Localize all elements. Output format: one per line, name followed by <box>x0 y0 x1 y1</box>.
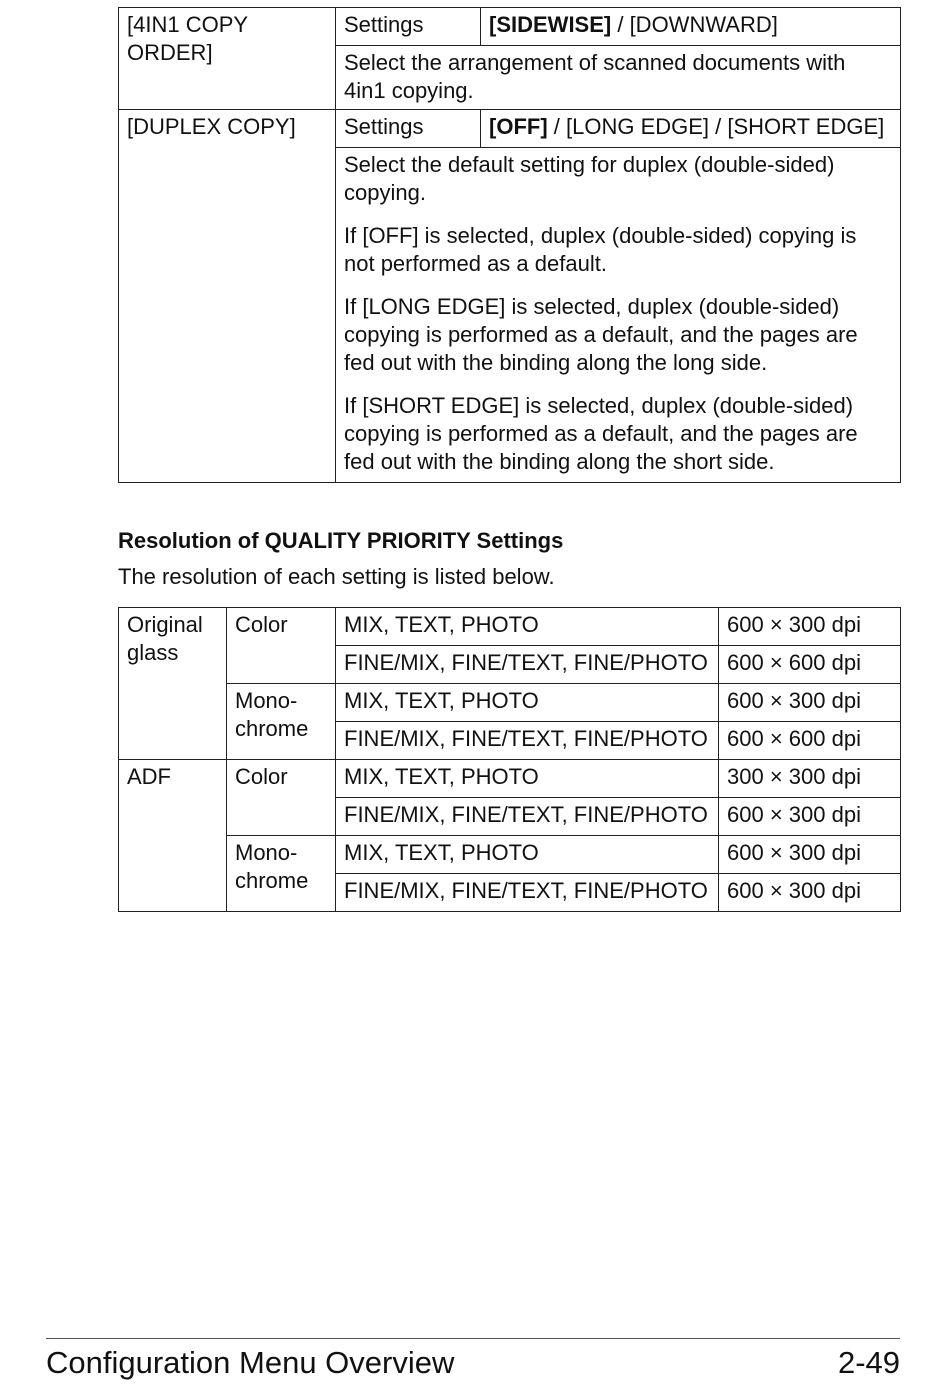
mode-label: Color <box>235 612 288 637</box>
settings-label: Settings <box>344 12 424 37</box>
default-option: [SIDEWISE] <box>489 12 612 37</box>
table-row <box>119 8 901 46</box>
settings-options-cell <box>481 110 901 148</box>
source-cell <box>119 760 227 912</box>
table-row <box>119 608 901 646</box>
other-options: / [LONG EDGE] / [SHORT EDGE] <box>547 114 885 139</box>
source-cell <box>119 608 227 760</box>
source-label: Original glass <box>127 612 203 665</box>
value-cell <box>719 646 901 684</box>
resolution-value: 600 × 300 dpi <box>727 878 861 903</box>
description-cell <box>336 148 901 483</box>
table-row <box>119 684 901 722</box>
resolution-value: 300 × 300 dpi <box>727 764 861 789</box>
settings-table <box>118 7 901 483</box>
value-cell <box>719 722 901 760</box>
mode-label: Mono-chrome <box>235 840 309 893</box>
settings-label-cell <box>336 110 481 148</box>
description-cell <box>336 46 901 110</box>
description-paragraph: Select the default setting for duplex (double-sided) copying. <box>344 152 835 205</box>
setting-name: MIX, TEXT, PHOTO <box>344 764 539 789</box>
table-row <box>119 836 901 874</box>
value-cell <box>719 608 901 646</box>
other-options: / [DOWNWARD] <box>611 12 778 37</box>
setting-name: MIX, TEXT, PHOTO <box>344 840 539 865</box>
setting-cell <box>336 608 719 646</box>
setting-cell <box>336 874 719 912</box>
section-intro: The resolution of each setting is listed below. <box>118 564 555 589</box>
settings-options <box>481 8 900 43</box>
setting-cell <box>336 760 719 798</box>
footer-title: Configuration Menu Overview <box>46 1345 455 1380</box>
table-row <box>119 760 901 798</box>
setting-name: MIX, TEXT, PHOTO <box>344 612 539 637</box>
setting-name: FINE/MIX, FINE/TEXT, FINE/PHOTO <box>344 878 708 903</box>
default-option: [OFF] <box>489 114 548 139</box>
value-cell <box>719 836 901 874</box>
description-paragraph: If [LONG EDGE] is selected, duplex (double-sided) copying is performed as a default, and the pages are fed out with the binding along the long side. <box>344 294 858 375</box>
mode-cell <box>227 760 336 836</box>
description-paragraph: If [SHORT EDGE] is selected, duplex (double-sided) copying is performed as a default, and the pages are fed out with the binding along the short side. <box>344 393 858 474</box>
setting-cell <box>336 798 719 836</box>
row-label: [4IN1 COPY ORDER] <box>127 12 248 65</box>
mode-cell <box>227 836 336 912</box>
value-cell <box>719 874 901 912</box>
table-row <box>119 110 901 148</box>
mode-label: Mono-chrome <box>235 688 309 741</box>
resolution-value: 600 × 300 dpi <box>727 612 861 637</box>
footer-divider <box>46 1338 900 1339</box>
setting-name: MIX, TEXT, PHOTO <box>344 688 539 713</box>
setting-cell <box>336 836 719 874</box>
settings-options <box>481 110 900 145</box>
setting-name: FINE/MIX, FINE/TEXT, FINE/PHOTO <box>344 726 708 751</box>
value-cell <box>719 684 901 722</box>
source-label: ADF <box>127 764 171 789</box>
value-cell <box>719 798 901 836</box>
description-paragraph: If [OFF] is selected, duplex (double-sided) copying is not performed as a default. <box>344 223 857 276</box>
resolution-value: 600 × 300 dpi <box>727 802 861 827</box>
mode-label: Color <box>235 764 288 789</box>
resolution-value: 600 × 600 dpi <box>727 726 861 751</box>
row-label-cell <box>119 110 336 483</box>
settings-options-cell <box>481 8 901 46</box>
row-label-cell <box>119 8 336 110</box>
page-number: 2-49 <box>837 1345 900 1380</box>
resolution-table <box>118 607 901 912</box>
resolution-value: 600 × 300 dpi <box>727 840 861 865</box>
setting-name: FINE/MIX, FINE/TEXT, FINE/PHOTO <box>344 802 708 827</box>
setting-name: FINE/MIX, FINE/TEXT, FINE/PHOTO <box>344 650 708 675</box>
value-cell <box>719 760 901 798</box>
settings-label-cell <box>336 8 481 46</box>
section-heading: Resolution of QUALITY PRIORITY Settings <box>118 528 564 553</box>
description <box>336 148 900 482</box>
resolution-value: 600 × 600 dpi <box>727 650 861 675</box>
setting-cell <box>336 684 719 722</box>
resolution-value: 600 × 300 dpi <box>727 688 861 713</box>
mode-cell <box>227 608 336 684</box>
settings-label: Settings <box>344 114 424 139</box>
mode-cell <box>227 684 336 760</box>
description-paragraph: Select the arrangement of scanned documents with 4in1 copying. <box>344 50 846 103</box>
setting-cell <box>336 722 719 760</box>
row-label: [DUPLEX COPY] <box>127 114 296 139</box>
setting-cell <box>336 646 719 684</box>
description <box>336 46 900 109</box>
